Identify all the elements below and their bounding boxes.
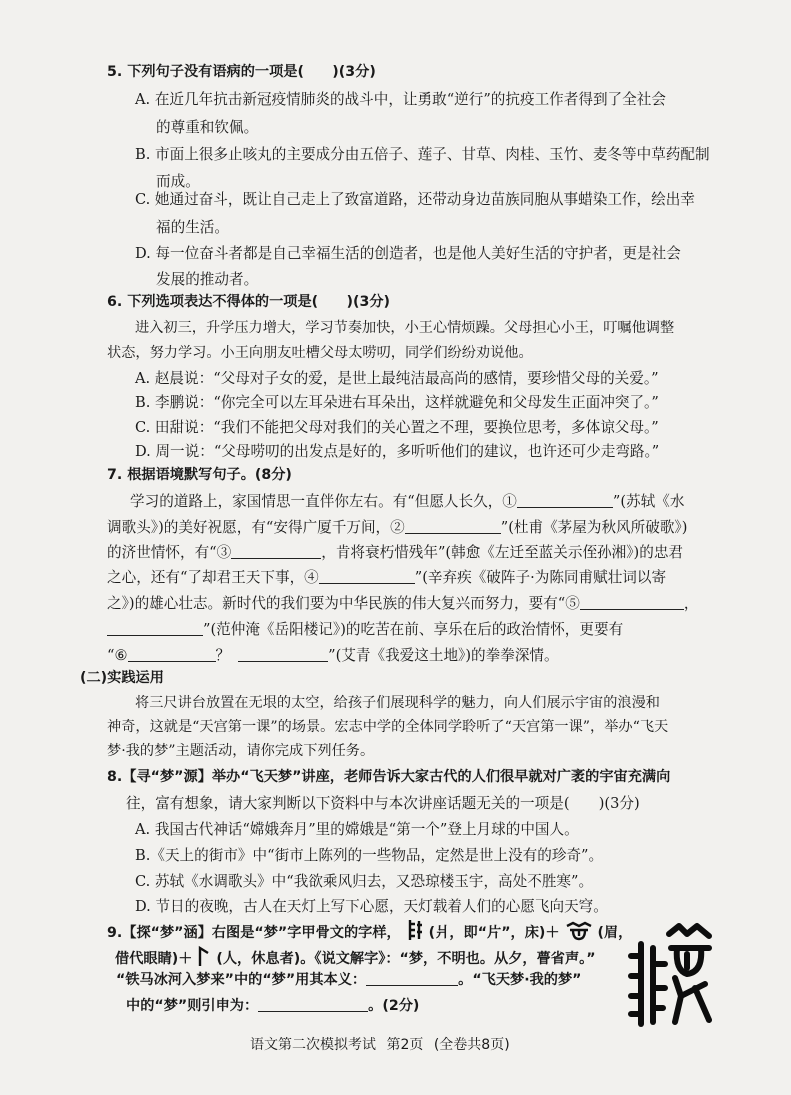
q8-option-a: A. 我国古代神话“嫦娥奔月”里的嫦娥是“第一个”登上月球的中国人。	[135, 821, 579, 838]
q9-line1: 9.【探“梦”涵】右图是“梦”字甲骨文的字样， (爿，即“片”，床)＋ (眉，	[107, 919, 632, 943]
footer-total-pages: (全卷共8页)	[433, 1037, 510, 1053]
q8-option-b: B.《天上的街市》中“街市上陈列的一些物品，定然是世上没有的珍奇”。	[135, 847, 604, 864]
q8-option-d: D. 节日的夜晚，古人在天灯上写下心愿，天灯载着人们的心愿飞向天穹。	[135, 898, 608, 915]
section-2-intro-line2: 神奇，这就是“天宫第一课”的场景。宏志中学的全体同学聆听了“天宫第一课”，举办“飞天	[107, 719, 669, 735]
q5-option-c-line1: C. 她通过奋斗，既让自己走上了致富道路，还带动身边苗族同胞从事蜡染工作，绘出幸	[135, 191, 695, 208]
q7-blank-5b[interactable]	[107, 621, 203, 636]
q7-line7: “⑥ ？ ”(艾青《我爱这土地》)的拳拳深情。	[107, 647, 559, 664]
q7-title: 7. 根据语境默写句子。(8分)	[107, 467, 292, 483]
q6-option-c: C. 田甜说：“我们不能把父母对我们的关心置之不理，要换位思考，多体谅父母。”	[135, 419, 659, 436]
q5-option-b-line1: B. 市面上很多止咳丸的主要成分由五倍子、莲子、甘草、肉桂、玉竹、麦冬等中草药配制	[135, 146, 710, 163]
oracle-bed-component-icon	[406, 919, 424, 941]
q9-line3: “铁马冰河入梦来”中的“梦”用其本义： 。“飞天梦·我的梦”	[116, 972, 582, 988]
q6-option-b: B. 李鹏说：“你完全可以左耳朵进右耳朵出，这样就避免和父母发生正面冲突了。”	[135, 394, 659, 411]
q7-line6: ”(范仲淹《岳阳楼记》)的吃苦在前、享乐在后的政治情怀，更要有	[107, 620, 623, 640]
q5-option-b-line2: 而成。	[156, 173, 200, 190]
oracle-eyebrow-component-icon	[565, 921, 593, 941]
q6-title: 6. 下列选项表达不得体的一项是( )(3分)	[107, 294, 391, 310]
q7-blank-2[interactable]	[405, 519, 501, 534]
section-2-intro-line3: 梦·我的梦”主题活动，请你完成下列任务。	[107, 743, 375, 759]
page-footer	[250, 1034, 516, 1054]
q6-option-d: D. 周一说：“父母唠叨的出发点是好的，多听听他们的建议，也许还可少走弯路。”	[135, 443, 660, 460]
footer-exam-name: 语文第二次模拟考试	[250, 1037, 376, 1053]
oracle-bone-dream-glyph-icon	[625, 918, 715, 1030]
q6-stem-line1: 进入初三，升学压力增大，学习节奏加快，小王心情烦躁。父母担心小王，叮嘱他调整	[135, 320, 675, 336]
q7-blank-4[interactable]	[319, 569, 415, 584]
q7-blank-6b[interactable]	[238, 647, 328, 662]
oracle-person-component-icon	[197, 945, 211, 967]
q6-stem-line2: 状态，努力学习。小王向朋友吐槽父母太唠叨，同学们纷纷劝说他。	[107, 345, 533, 361]
q5-option-c-line2: 福的生活。	[156, 219, 229, 236]
footer-page-number: 第2页	[386, 1037, 424, 1053]
q8-title-line2: 往，富有想象，请大家判断以下资料中与本次讲座话题无关的一项是( )(3分)	[126, 795, 640, 812]
q5-option-d-line1: D. 每一位奋斗者都是自己幸福生活的创造者，也是他人美好生活的守护者，更是社会	[135, 245, 681, 262]
q8-option-c: C. 苏轼《水调歌头》中“我欲乘风归去，又恐琼楼玉宇，高处不胜寒”。	[135, 873, 594, 890]
q7-blank-5a[interactable]	[580, 595, 684, 610]
q5-option-a-line2: 的尊重和钦佩。	[156, 119, 259, 136]
q9-line2: 借代眼睛)＋ (人，休息者)。《说文解字》：“梦，不明也。从夕，瞢省声。”	[115, 945, 596, 969]
q7-blank-1[interactable]	[517, 493, 613, 508]
q7-line1: 学习的道路上，家国情思一直伴你左右。有“但愿人长久，① ”(苏轼《水	[130, 493, 685, 510]
q9-line4: 中的“梦”则引申为： 。(2分)	[126, 998, 420, 1014]
q8-title-line1: 8.【寻“梦”源】举办“飞天梦”讲座，老师告诉大家古代的人们很早就对广袤的宇宙充满向	[107, 769, 671, 785]
q5-option-d-line2: 发展的推动者。	[156, 271, 259, 288]
section-2-intro-line1: 将三尺讲台放置在无垠的太空，给孩子们展现科学的魅力，向人们展示宇宙的浪漫和	[135, 695, 660, 711]
q6-option-a: A. 赵晨说：“父母对子女的爱，是世上最纯洁最高尚的感情，要珍惜父母的关爱。”	[135, 370, 659, 387]
q7-line3: 的济世情怀，有“③ ，肯将衰朽惜残年”(韩愈《左迁至蓝关示侄孙湘》)的忠君	[107, 544, 684, 561]
q7-line2: 调歌头》)的美好祝愿，有“安得广厦千万间，② ”(杜甫《茅屋为秋风所破歌》)	[107, 519, 688, 536]
q9-blank-2[interactable]	[258, 997, 368, 1012]
q9-blank-1[interactable]	[366, 971, 458, 986]
q7-blank-3[interactable]	[231, 544, 321, 559]
q5-title: 5. 下列句子没有语病的一项是( )(3分)	[107, 64, 376, 80]
section-2-title: (二)实践运用	[80, 670, 164, 686]
q5-option-a-line1: A. 在近几年抗击新冠疫情肺炎的战斗中，让勇敢“逆行”的抗疫工作者得到了全社会	[135, 91, 666, 108]
q7-blank-6a[interactable]	[128, 647, 216, 662]
q7-line4: 之心，还有“了却君王天下事，④ ”(辛弃疾《破阵子·为陈同甫赋壮词以寄	[107, 569, 667, 586]
q7-line5: 之》)的雄心壮志。新时代的我们要为中华民族的伟大复兴而努力，要有“⑤ ，	[107, 595, 699, 612]
